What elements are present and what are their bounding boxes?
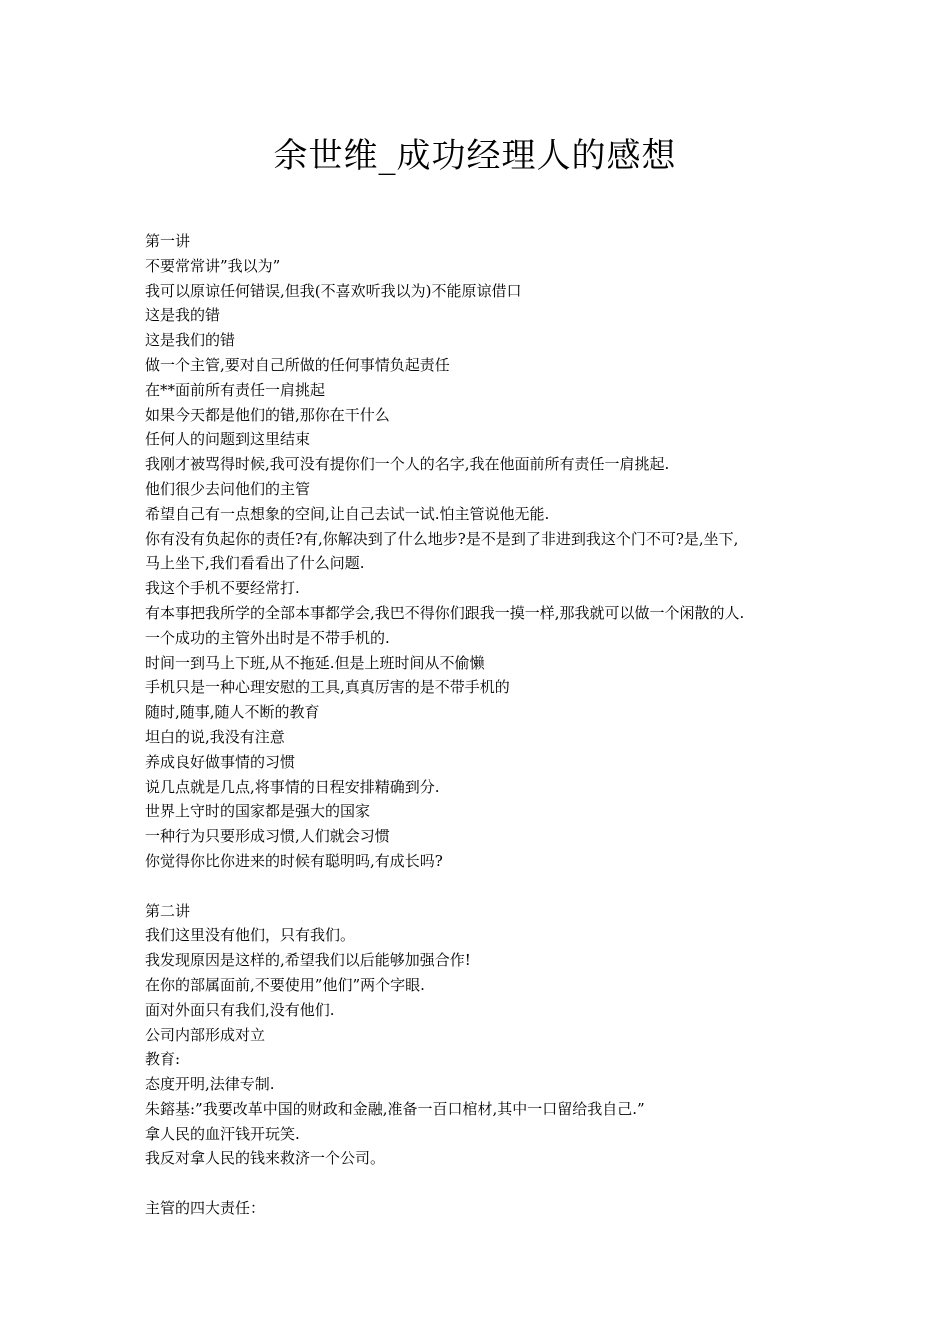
- text-line: 我发现原因是这样的,希望我们以后能够加强合作!: [145, 951, 471, 970]
- text-line: 公司内部形成对立: [145, 1025, 266, 1044]
- text-line: 朱鎔基:”我要改革中国的财政和金融,准备一百口棺材,其中一口留给我自己.”: [145, 1099, 645, 1118]
- text-line: 拿人民的血汗钱开玩笑.: [145, 1124, 300, 1143]
- text-line: 我这个手机不要经常打.: [145, 579, 300, 598]
- document-body: [145, 229, 825, 1221]
- text-line: 态度开明,法律专制.: [145, 1075, 275, 1094]
- section-heading: 第二讲: [145, 901, 191, 920]
- text-line: 在**面前所有责任一肩挑起: [145, 380, 326, 399]
- document-title: 余世维_成功经理人的感想: [273, 136, 677, 176]
- section-heading: 主管的四大责任：: [145, 1199, 266, 1218]
- text-line: 希望自己有一点想象的空间,让自己去试一试.怕主管说他无能.: [145, 504, 550, 523]
- text-line: 手机只是一种心理安慰的工具,真真厉害的是不带手机的: [145, 678, 510, 697]
- text-line: 他们很少去问他们的主管: [145, 479, 311, 498]
- text-line: 你觉得你比你进来的时候有聪明吗,有成长吗?: [145, 851, 443, 870]
- text-line: 教育:: [145, 1050, 181, 1069]
- text-line: 如果今天都是他们的错,那你在干什么: [145, 405, 390, 424]
- section-heading: 第一讲: [145, 232, 191, 250]
- text-line: 马上坐下,我们看看出了什么问题.: [145, 554, 365, 573]
- text-line: 在你的部属面前,不要使用”他们”两个字眼.: [145, 975, 425, 994]
- text-line: 这是我们的错: [145, 331, 236, 350]
- text-line: 坦白的说,我没有注意: [145, 727, 285, 746]
- text-line: 任何人的问题到这里结束: [145, 430, 311, 449]
- text-line: 一个成功的主管外出时是不带手机的.: [145, 628, 390, 647]
- text-line: 随时,随事,随人不断的教育: [145, 703, 320, 722]
- text-line: 这是我的错: [145, 306, 221, 325]
- text-line: 我们这里没有他们，只有我们。: [145, 926, 356, 945]
- text-line: 我反对拿人民的钱来救济一个公司。: [145, 1149, 386, 1168]
- text-line: 不要常常讲”我以为”: [145, 256, 281, 275]
- text-line: 我刚才被骂得时候,我可没有提你们一个人的名字,我在他面前所有责任一肩挑起.: [145, 455, 670, 474]
- text-line: 时间一到马上下班,从不拖延.但是上班时间从不偷懒: [145, 653, 485, 672]
- text-line: 有本事把我所学的全部本事都学会,我巴不得你们跟我一摸一样,那我就可以做一个闲散的人.: [145, 603, 745, 622]
- text-line: 面对外面只有我们,没有他们.: [145, 1000, 335, 1019]
- text-line: 我可以原谅任何错误,但我(不喜欢听我以为)不能原谅借口: [145, 281, 522, 300]
- text-line: 养成良好做事情的习惯: [145, 752, 296, 771]
- text-line: 世界上守时的国家都是强大的国家: [145, 802, 371, 821]
- blank-line: [145, 874, 825, 899]
- text-line: 做一个主管,要对自己所做的任何事情负起责任: [145, 355, 450, 374]
- text-line: 一种行为只要形成习惯,人们就会习惯: [145, 827, 390, 846]
- blank-line: [145, 1171, 825, 1196]
- text-line: 说几点就是几点,将事情的日程安排精确到分.: [145, 777, 440, 796]
- text-line: 你有没有负起你的责任?有,你解决到了什么地步?是不是到了非进到我这个门不可?是,坐下,: [145, 529, 739, 548]
